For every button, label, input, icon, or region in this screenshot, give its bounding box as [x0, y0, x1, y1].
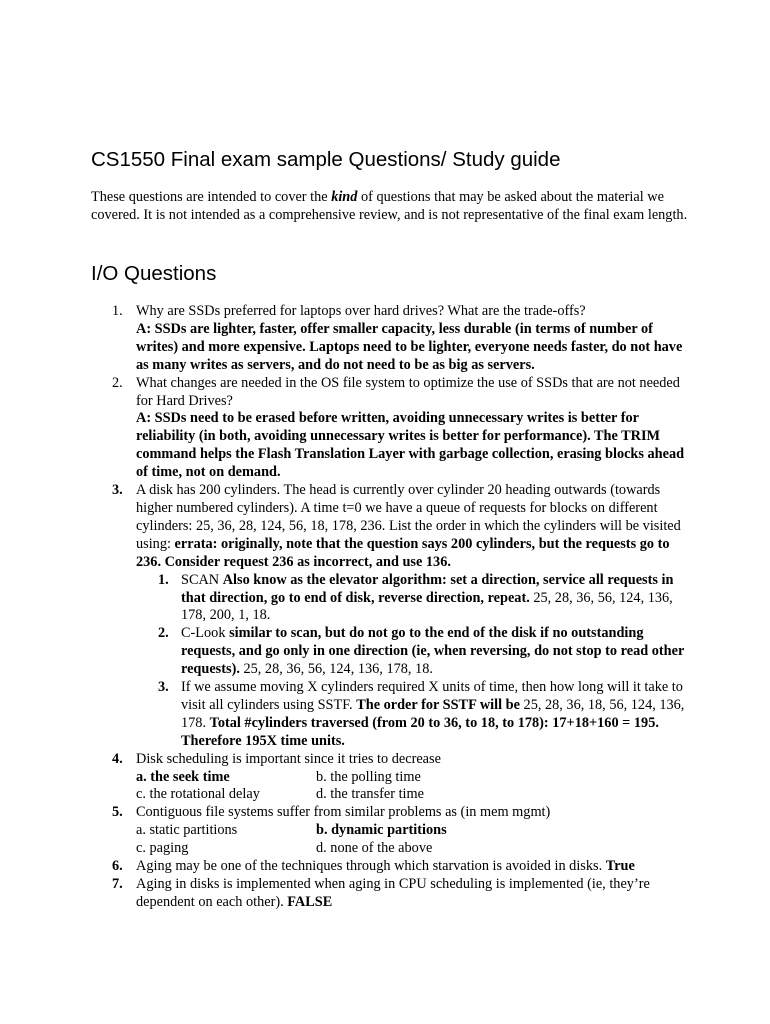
option-a: a. static partitions	[136, 822, 238, 839]
question-text: Aging may be one of the techniques through which starvation is avoided in disks.	[136, 858, 606, 875]
sub-question-label: C-Look	[181, 625, 230, 642]
sub-question-number: 2.	[158, 625, 169, 642]
question-text: A disk has 200 cylinders. The head is currently over cylinder 20 heading outwards (towards higher numbered cylinders). A time t=0 we have a queue of requests for blocks on different cylinders: 25, 36, 28, 124, 56, 18, 178, 236. List the order in which the cylinders will be visited using:	[136, 482, 681, 552]
answer-text: A: SSDs need to be erased before written, avoiding unnecessary writes is better for reliability (in both, avoiding unnecessary writes is better for performance). The TRIM command helps the Flash Translation Layer with garbage collection, erasing blocks ahead of time, not on demand.	[136, 410, 685, 481]
option-a-correct: a. the seek time	[136, 768, 230, 785]
intro-paragraph	[91, 189, 691, 225]
option-c: c. the rotational delay	[136, 786, 260, 803]
question-text: What changes are needed in the OS file system to optimize the use of SSDs that are not needed for Hard Drives?	[136, 374, 680, 409]
sub-question-answer: similar to scan, but do not go to the end of the disk if no outstanding requests, and go only in one direction (ie, when reversing, do not stop to read other requests).	[181, 625, 685, 678]
answer-text: A: SSDs are lighter, faster, offer smaller capacity, less durable (in terms of number of writes) and more expensive. Laptops need to be lighter, everyone needs faster, do not have as many writes as servers, and do not need to be as big as servers.	[136, 320, 683, 373]
sub-question-label: If we assume moving X cylinders required X units of time, then how long will it take to visit all cylinders using SSTF.	[181, 679, 683, 713]
page-title: CS1550 Final exam sample Questions/ Study guide	[91, 148, 561, 171]
option-b-correct: b. dynamic partitions	[316, 822, 447, 839]
question-number: 1.	[112, 303, 123, 319]
option-c: c. paging	[136, 840, 189, 857]
question-7	[91, 876, 691, 912]
sub-question-sequence: 25, 28, 36, 18, 56, 124, 136, 178.	[181, 696, 685, 731]
sub-question-sequence: 25, 28, 36, 56, 124, 136, 178, 18.	[239, 661, 433, 678]
question-4	[91, 751, 691, 805]
question-text: Why are SSDs preferred for laptops over hard drives? What are the trade-offs?	[136, 303, 586, 319]
question-5	[91, 804, 691, 858]
sub-question-total: Total #cylinders traversed (from 20 to 36, to 18, to 178): 17+18+160 = 195. Therefore 195X time units.	[181, 714, 659, 749]
section-heading: I/O Questions	[91, 262, 217, 285]
answer-text: FALSE	[287, 893, 333, 910]
intro-text-after: of questions that may be asked about the material we covered. It is not intended as a comprehensive review, and is not representative of the final exam length.	[91, 189, 688, 223]
question-text: Aging in disks is implemented when aging in CPU scheduling is implemented (ie, they’re dependent on each other).	[136, 876, 650, 910]
question-number: 5.	[112, 804, 123, 821]
answer-options	[136, 769, 691, 805]
question-6	[91, 858, 691, 876]
question-1	[91, 303, 691, 375]
question-number: 4.	[112, 750, 123, 767]
sub-question-sequence: 25, 28, 36, 56, 124, 136, 178, 200, 1, 18.	[181, 589, 673, 624]
sub-question-scan	[136, 572, 691, 626]
answer-options	[136, 822, 691, 858]
sub-question-sstf	[136, 679, 691, 751]
intro-text-before: These questions are intended to cover the	[91, 189, 332, 205]
option-b: b. the polling time	[316, 768, 421, 785]
sub-question-answer: The order for SSTF will be	[356, 696, 520, 713]
question-number: 6.	[112, 858, 123, 875]
intro-emphasis: kind	[331, 189, 358, 205]
sub-question-number: 3.	[158, 679, 169, 696]
question-number: 2.	[112, 374, 123, 391]
option-d: d. the transfer time	[316, 786, 424, 803]
question-number: 7.	[112, 876, 123, 892]
sub-question-number: 1.	[158, 571, 169, 588]
question-text: Disk scheduling is important since it tries to decrease	[136, 750, 441, 767]
sub-question-label: SCAN	[181, 571, 223, 588]
question-list	[91, 303, 691, 912]
question-number: 3.	[112, 482, 123, 499]
question-text: Contiguous file systems suffer from similar problems as (in mem mgmt)	[136, 804, 551, 821]
question-3	[91, 482, 691, 751]
sub-question-clook	[136, 625, 691, 679]
option-d: d. none of the above	[316, 840, 433, 857]
sub-question-list	[136, 572, 691, 751]
errata-text: errata: originally, note that the question says 200 cylinders, but the requests go to 236. Consider request 236 as incorrect, and use 136.	[136, 535, 670, 570]
question-2	[91, 375, 691, 482]
answer-text: True	[605, 858, 635, 875]
sub-question-answer: Also know as the elevator algorithm: set a direction, service all requests in that direction, go to end of disk, reverse direction, repeat.	[181, 571, 674, 606]
